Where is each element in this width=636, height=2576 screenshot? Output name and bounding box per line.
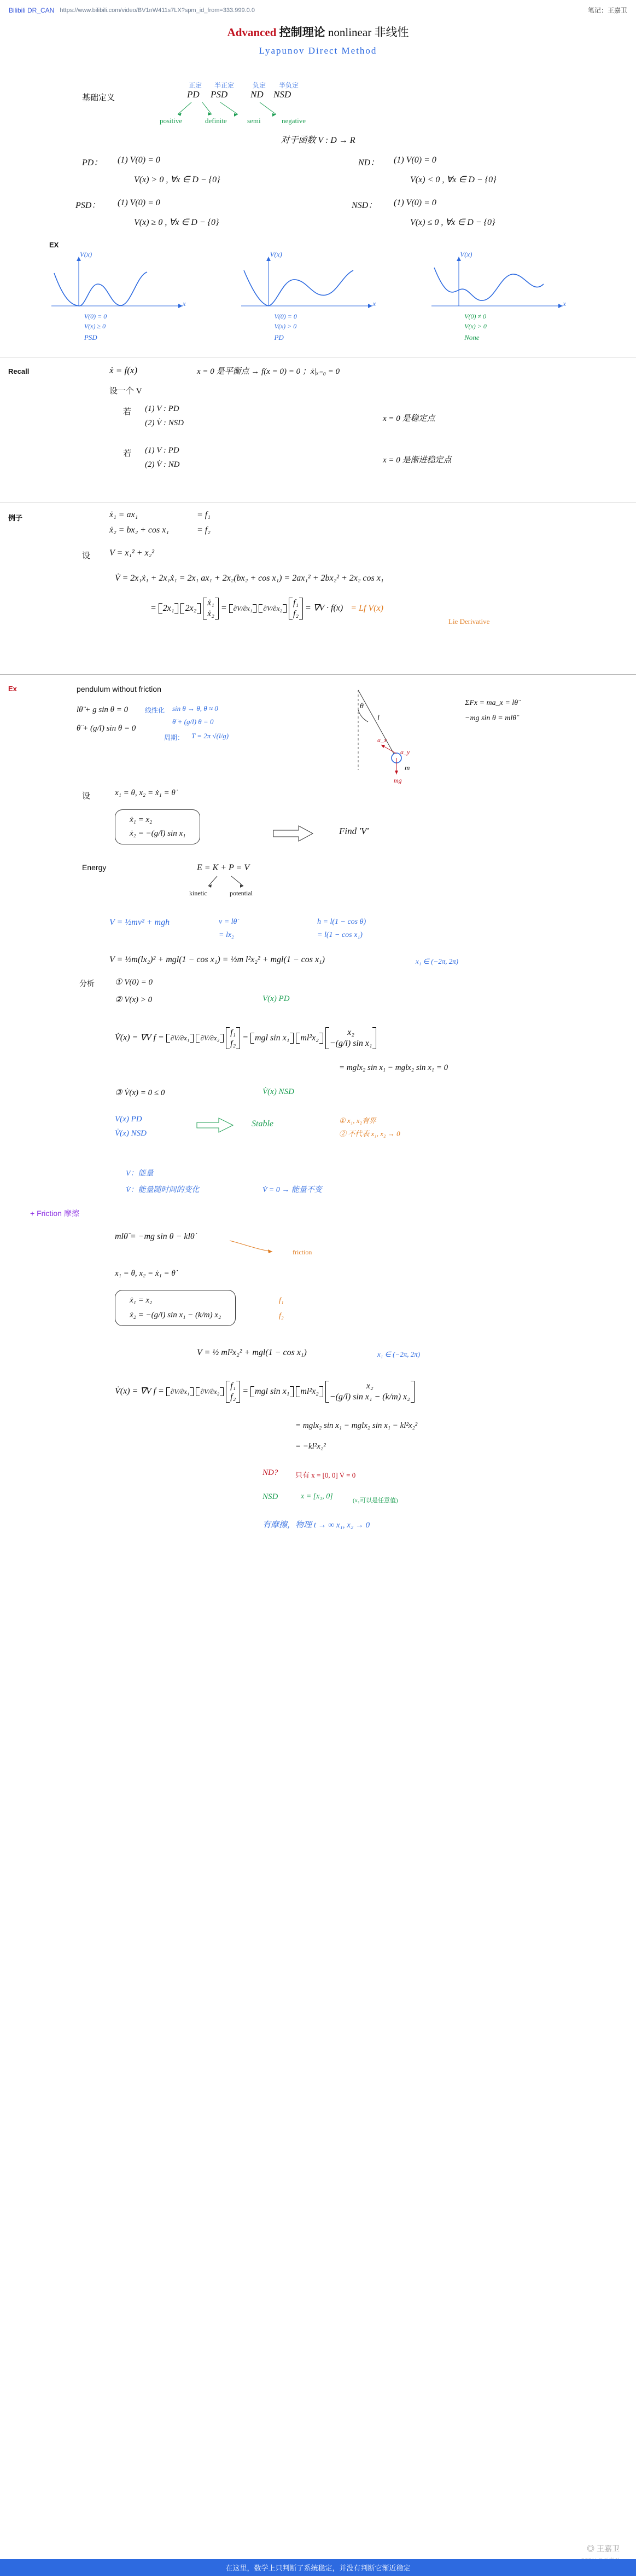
vdot-jac-1-v: ∂V/∂x₁: [170, 1033, 190, 1042]
friction-state-box: [115, 1290, 236, 1326]
row-vector-1b: [180, 603, 201, 614]
analysis-item3-right: V̇(x) NSD: [262, 1087, 294, 1096]
example1-v: V = x₁² + x₂²: [109, 548, 154, 558]
vdot-col2-2: −(g/l) sin x₁: [329, 1039, 372, 1048]
friction-domain: x₁ ∈ (−2π, 2π): [377, 1350, 421, 1358]
term-bot-2: semi: [247, 117, 261, 125]
graph3-ylabel: V(x): [460, 250, 472, 258]
friction-nd-note: 只有 x = [0, 0] V̇ = 0: [295, 1471, 356, 1479]
nsd-line1: (1) V(0) = 0: [394, 198, 436, 207]
diagram-mg: mg: [394, 777, 402, 784]
graph-panels: [33, 250, 603, 341]
graph1-cond1: V(0) = 0: [84, 312, 107, 320]
energy-v-arc1: v = lθ̇: [219, 918, 237, 926]
friction-row2-1: [250, 1386, 294, 1397]
friction-final: 有摩擦，物理 t → ∞ x₁, x₂ → 0: [262, 1521, 370, 1530]
friction-jac-1-v: ∂V/∂x₁: [170, 1387, 190, 1396]
term-top-3: 半负定: [279, 82, 299, 89]
col-xdot-1: ẋ₁: [207, 598, 214, 607]
analysis-item3: ③ V̇(x) = 0 ≤ 0: [115, 1089, 165, 1097]
recall-case1-l2: (2) V̇ : NSD: [145, 419, 184, 427]
friction-vdot-row: V̇(x) = ∇V f = ∂V/∂x₁ ∂V/∂x₂ f₁ f₂ = mgl sin x₁ ml²x₂ x₂ −(g/l) sin x₁ − (k/m) x₂: [115, 1381, 415, 1403]
big-arrow-icon: [273, 826, 317, 842]
jac-1: ∂V/∂x₁: [233, 604, 253, 612]
term-top-1: 半正定: [214, 82, 235, 89]
curve-plot-none-icon: [426, 251, 585, 322]
diagram-l: l: [377, 714, 380, 722]
title-cn: 控制理论: [279, 26, 325, 39]
energy-h2: = l(1 − cos x₁): [317, 931, 363, 939]
recall-case2-if: 若: [123, 449, 132, 458]
energy-eq: E = K + P = V: [197, 863, 250, 872]
pendulum-eq2: θ̈ + (g/l) sin θ = 0: [77, 724, 136, 733]
graph2-name: PD: [274, 333, 284, 341]
basic-label: 基础定义: [82, 93, 115, 102]
ex-graphs-tag: EX: [49, 241, 59, 249]
page-url[interactable]: https://www.bilibili.com/video/BV1nW411s7LX?spm_id_from=333.999.0.0: [60, 7, 255, 14]
concl-vdot: V̇(x) NSD: [115, 1129, 147, 1138]
pd-line1: (1) V(0) = 0: [118, 155, 160, 165]
jac-2: ∂V/∂x₂: [263, 604, 283, 612]
vdot-matrix-section: [33, 1027, 603, 1115]
graph-panel-1: [46, 250, 210, 341]
analysis-item1: ① V(0) = 0: [115, 978, 153, 987]
friction-nsd-note2: (x₁可以是任意值): [353, 1497, 398, 1504]
analysis-label: 分析: [79, 980, 95, 988]
term-bot-3: negative: [282, 117, 306, 125]
nd-line1: (1) V(0) = 0: [394, 155, 436, 165]
friction-line3: = −kl²x₂²: [295, 1442, 326, 1451]
term-bot-0: positive: [160, 117, 183, 125]
graph2-cond2: V(x) > 0: [274, 322, 297, 330]
recall-case1-if: 若: [123, 408, 132, 416]
pendulum-state2: ẋ₂ = −(g/l) sin x₁: [130, 829, 186, 838]
row-vector-1: [159, 603, 179, 614]
graph-panel-3: [426, 250, 590, 341]
linearize-1: sin θ → θ, θ ≈ 0: [172, 704, 218, 713]
title-pre: Advanced: [227, 26, 277, 39]
vdot-expression-row: V̇(x) = ∇V f = ∂V/∂x₁ ∂V/∂x₂ f₁ f₂ = mgl sin x₁ ml²x₂ x₂ −(g/l) sin x₁: [115, 1027, 376, 1049]
example1-sys2: ẋ₂ = bx₂ + cos x₁: [109, 525, 169, 535]
browser-header: [0, 0, 636, 16]
friction-jac-2-v: ∂V/∂x₂: [200, 1387, 220, 1396]
energy-domain: x₁ ∈ (−2π, 2π): [416, 957, 459, 965]
recall-tag: Recall: [8, 367, 30, 375]
conclusion-arrow-icon: [197, 1118, 241, 1133]
example1-vdot-line1: V̇ = 2x₁ẋ₁ + 2x₁ẋ₁ = 2x₁ ax₁ + 2x₂(bx₂ + cos x₁) = 2ax₁² + 2bx₂² + 2x₂ cos x₁: [115, 574, 384, 583]
basic-definitions-section: [33, 71, 603, 238]
friction-row2-2-v: ml²x₂: [300, 1387, 319, 1396]
title-cn2: 非线性: [374, 26, 409, 39]
row-vector-1-c1: 2x₁: [162, 604, 174, 613]
friction-jac-1: [166, 1387, 194, 1396]
curve-plot-psd-icon: [46, 251, 205, 322]
friction-eq: mlθ̈ = −mg sin θ − klθ̇: [115, 1232, 195, 1241]
page-subtitle: Lyapunov Direct Method: [259, 45, 377, 56]
psd-name: PSD：: [75, 201, 101, 210]
energy-v-full: V = ½m(lx₂)² + mgl(1 − cos x₁) = ½m l²x₂² + mgl(1 − cos x₁): [109, 955, 325, 964]
pendulum-tag: Ex: [8, 685, 17, 693]
example1-vdot-line2: = 2x₁ 2x₂ ẋ₁ ẋ₂ = ∂V/∂x₁ ∂V/∂x₂ f₁ f₂ = ∇V · f(x) = Lf V(x): [150, 598, 383, 618]
graph3-xlabel: x: [563, 299, 566, 308]
friction-col2-2: −(g/l) sin x₁ − (k/m) x₂: [329, 1392, 410, 1402]
find-v-label: Find 'V': [339, 826, 369, 836]
example1-section: [8, 510, 603, 674]
meaning-v: V：能量: [126, 1170, 154, 1178]
nsd-name: NSD：: [352, 201, 377, 210]
eq-sign-1: =: [150, 603, 156, 613]
energy-kinetic: kinetic: [189, 889, 207, 897]
meaning-vdot: V̇：能量随时间的变化: [126, 1186, 200, 1194]
curve-plot-pd-icon: [236, 251, 394, 322]
energy-label: Energy: [82, 863, 107, 872]
example1-sys1-right: = f₁: [197, 510, 211, 519]
nd-name: ND：: [358, 158, 380, 167]
pendulum-title: pendulum without friction: [77, 685, 161, 693]
vdot-col2-1: x₂: [347, 1028, 354, 1037]
friction-f2: f₂: [279, 1312, 284, 1320]
jacobian-row: [229, 604, 257, 613]
friction-fv2: f₂: [230, 1392, 236, 1402]
vdot-row2-1: [250, 1033, 294, 1044]
vdot-result-line: = mglx₂ sin x₁ − mglx₂ sin x₁ = 0: [339, 1063, 448, 1072]
concl-v: V(x) PD: [115, 1115, 142, 1124]
function-domain-line: 对于函数 V : D → R: [281, 136, 355, 145]
col-vector-xdot: [203, 598, 219, 620]
stable-note1: ① x₁, x₂有界: [339, 1116, 376, 1125]
friction-label: friction: [293, 1248, 312, 1256]
graph1-ylabel: V(x): [79, 250, 92, 258]
nsd-line2: V(x) ≤ 0 , ∀x ∈ D − {0}: [410, 218, 495, 227]
vdot-lhs: V̇(x) = ∇V f =: [115, 1033, 164, 1043]
friction-nsd: NSD: [262, 1492, 278, 1501]
jacobian-row-b: [259, 604, 287, 613]
col-xdot-2: ẋ₂: [207, 609, 214, 618]
term-nsd: NSD: [273, 89, 291, 100]
pendulum-setline: x₁ = θ, x₂ = ẋ₁ = θ̇: [115, 789, 176, 797]
vdot-row2-2-v: ml²x₂: [300, 1033, 319, 1043]
friction-vdot-lhs: V̇(x) = ∇V f =: [115, 1386, 164, 1396]
friction-jac-2: [196, 1387, 224, 1396]
footer-banner: 在这里，数学上只判断了系统稳定，并没有判断它渐近稳定: [0, 2559, 636, 2576]
example1-sys2-right: = f₂: [197, 525, 211, 535]
vdot-jac-1: [166, 1034, 194, 1043]
friction-col2: [325, 1381, 415, 1403]
watermark: ◎ 王嘉卫: [587, 2544, 620, 2553]
lie-derivative-label: Lie Derivative: [448, 617, 490, 626]
pendulum-diagram-icon: [336, 688, 462, 775]
friction-row2-1-v: mgl sin x₁: [254, 1387, 290, 1396]
energy-arrows-icon: [205, 875, 271, 889]
recall-eq: ẋ = f(x): [109, 365, 138, 375]
state-space-box: [115, 809, 200, 844]
graph2-xlabel: x: [372, 299, 376, 308]
recall-case2-conclusion: x = 0 是渐进稳定点: [383, 456, 452, 465]
ex-graphs-section: [33, 241, 603, 341]
psd-line2: V(x) ≥ 0 , ∀x ∈ D − {0}: [134, 218, 219, 227]
vdot-col2: [325, 1027, 377, 1049]
graph3-cond2: V(x) > 0: [464, 322, 487, 330]
term-pd: PD: [187, 89, 200, 100]
period-label: 周期：: [164, 734, 184, 742]
pd-line2: V(x) > 0 , ∀x ∈ D − {0}: [134, 175, 220, 184]
graph1-cond2: V(x) ≥ 0: [84, 322, 106, 330]
analysis-item2-right: V(x) PD: [262, 994, 290, 1003]
author-note: 笔记：王嘉卫: [587, 7, 627, 14]
friction-state1: ẋ₁ = x₂: [130, 1296, 153, 1305]
pendulum-force-2: −mg sin θ = mlθ̈: [465, 714, 517, 722]
graph1-xlabel: x: [182, 299, 186, 308]
vdot-row2-1-v: mgl sin x₁: [254, 1033, 290, 1043]
analysis-item2: ② V(x) > 0: [115, 995, 153, 1004]
diagram-theta: θ: [360, 702, 364, 710]
pd-name: PD：: [82, 158, 103, 167]
energy-potential: potential: [230, 889, 253, 897]
meaning-vdot-zero: V̇ = 0 → 能量不变: [262, 1186, 322, 1194]
diagram-m: m: [405, 763, 410, 772]
recall-case1-l1: (1) V : PD: [145, 404, 179, 413]
friction-f1: f₁: [279, 1296, 284, 1305]
example1-lie: = Lf V(x): [351, 603, 383, 613]
pendulum-set-label: 设: [82, 792, 91, 801]
energy-v-k: V = ½mv² + mgh: [109, 918, 170, 927]
recall-case2-l1: (1) V : PD: [145, 446, 179, 455]
row-vector-1-c2: 2x₂: [185, 604, 197, 613]
friction-row2-2: [296, 1386, 323, 1397]
graph3-name: None: [464, 333, 480, 341]
term-top-2: 负定: [253, 82, 266, 89]
friction-arrow-icon: [230, 1240, 290, 1256]
pendulum-state1: ẋ₁ = x₂: [130, 815, 153, 824]
vdot-f2: f₂: [230, 1039, 236, 1048]
friction-f-vec: [226, 1381, 240, 1403]
f-vector: [289, 598, 303, 620]
graph2-cond1: V(0) = 0: [274, 312, 297, 320]
stable-label: Stable: [252, 1119, 273, 1128]
recall-case1-conclusion: x = 0 是稳定点: [383, 414, 435, 423]
example1-set-label: 设: [82, 552, 91, 560]
vdot-jac-2: [196, 1034, 224, 1043]
friction-fv1: f₁: [230, 1381, 236, 1391]
friction-nsd-note: x = [x₁, 0]: [301, 1492, 333, 1501]
friction-nd: ND?: [262, 1468, 278, 1477]
vdot-f-vec: [226, 1027, 240, 1049]
vdot-row2-2: [296, 1033, 323, 1044]
stable-note2: ② 不代表 x₁, x₂ → 0: [339, 1130, 400, 1138]
pendulum-force-1: ΣFx = ma_x = lθ̈: [465, 699, 518, 707]
vdot-f1: f₁: [230, 1028, 236, 1037]
example1-grad-expr: = ∇V · f(x): [305, 603, 343, 613]
recall-section: [8, 365, 603, 502]
friction-conclusion-section: [33, 1492, 603, 1553]
f-1: f₁: [293, 598, 299, 607]
pendulum-section: [8, 682, 603, 918]
diagram-ax: a_x: [377, 736, 387, 744]
pendulum-eq1: lθ̈ + g sin θ = 0: [77, 705, 129, 714]
graph-panel-2: [236, 250, 400, 341]
diagram-ay: a_y: [400, 748, 410, 756]
energy-v-arc2: = lx₂: [219, 931, 234, 939]
page-title: [0, 24, 636, 40]
friction-section: [30, 1208, 603, 1492]
energy-h1: h = l(1 − cos θ): [317, 918, 366, 926]
vdot-jac-2-v: ∂V/∂x₂: [200, 1033, 220, 1042]
psd-line1: (1) V(0) = 0: [118, 198, 160, 207]
recall-eq-right: x = 0 是平衡点 → f(x = 0) = 0 ；ẋ|ₓ₌₀ = 0: [197, 367, 340, 376]
energy-expressions-section: [33, 918, 603, 1027]
term-bot-1: definite: [205, 117, 227, 125]
example1-sys1: ẋ₁ = ax₁: [109, 510, 138, 519]
term-psd: PSD: [211, 89, 228, 100]
example1-tag: 例子: [8, 514, 23, 522]
f-2: f₂: [293, 609, 299, 618]
period-formula: T = 2π √(l/g): [191, 732, 229, 740]
title-mid: nonlinear: [328, 26, 372, 39]
definition-arrows-icon: [172, 101, 347, 118]
recall-set: 设一个 V: [109, 387, 142, 396]
friction-setline: x₁ = θ, x₂ = ẋ₁ = θ̇: [115, 1269, 176, 1278]
linearize-2: θ̈ + (g/l) θ = 0: [172, 717, 214, 726]
term-top-0: 正定: [189, 82, 202, 89]
linearize-label: 线性化: [145, 707, 165, 714]
term-nd: ND: [250, 89, 264, 100]
stability-conclusion-section: [33, 1115, 603, 1208]
graph3-cond1: V(0) ≠ 0: [464, 312, 487, 320]
graph1-name: PSD: [84, 333, 97, 341]
recall-case2-l2: (2) V̇ : ND: [145, 460, 180, 469]
nd-line2: V(x) < 0 , ∀x ∈ D − {0}: [410, 175, 497, 184]
friction-tag: + Friction 摩擦: [30, 1209, 79, 1218]
friction-col2-1: x₂: [366, 1381, 374, 1391]
site-label: Bilibili DR_CAN: [9, 6, 55, 14]
friction-line2: = mglx₂ sin x₁ − mglx₂ sin x₁ − kl²x₂²: [295, 1421, 418, 1430]
friction-state2: ẋ₂ = −(g/l) sin x₁ − (k/m) x₂: [130, 1311, 221, 1319]
friction-v: V = ½ ml²x₂² + mgl(1 − cos x₁): [197, 1348, 307, 1357]
graph2-ylabel: V(x): [270, 250, 282, 258]
